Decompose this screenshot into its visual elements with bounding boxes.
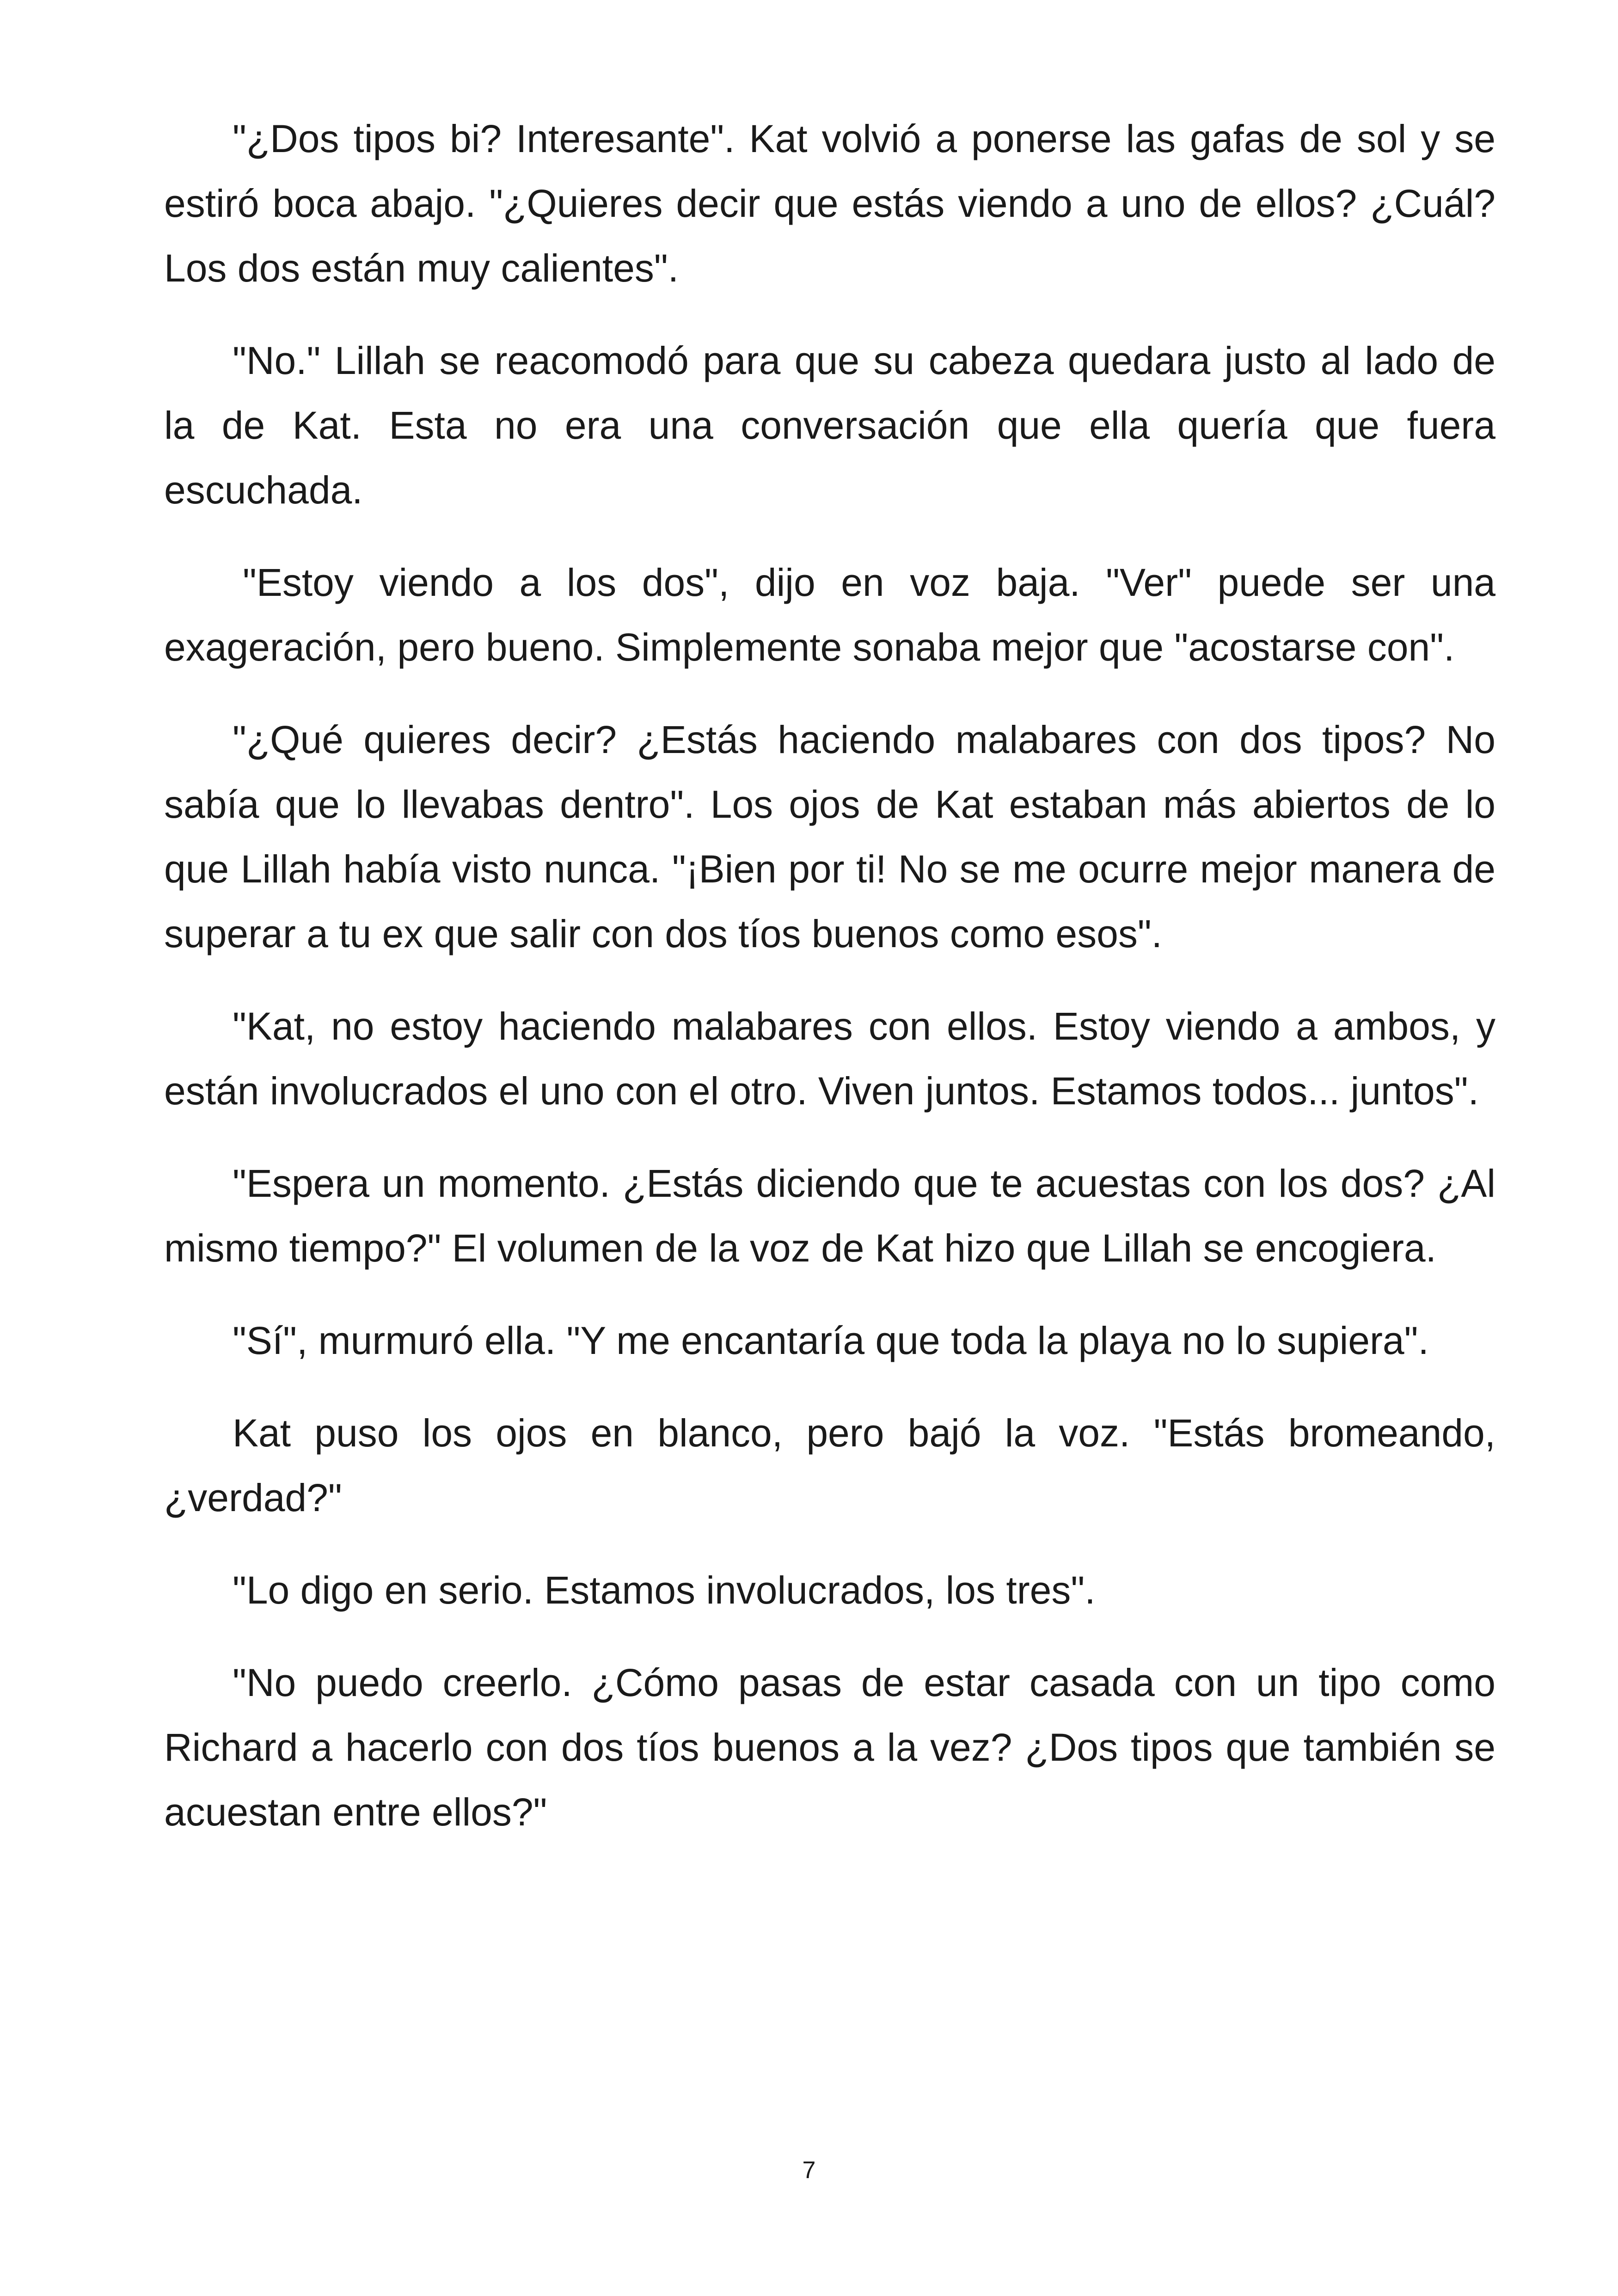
paragraph-1: "¿Dos tipos bi? Interesante". Kat volvió a ponerse las gafas de sol y se estiró boca abajo. "¿Quieres decir que estás viendo a uno de ellos? ¿Cuál? Los dos están muy calientes". — [164, 117, 1495, 290]
page-body — [164, 106, 1495, 1872]
paragraph-7: "Sí", murmuró ella. "Y me encantaría que toda la playa no lo supiera". — [233, 1319, 1429, 1362]
page-number: 7 — [802, 2157, 816, 2184]
paragraph-2: "No." Lillah se reacomodó para que su cabeza quedara justo al lado de la de Kat. Esta no era una conversación que ella quería que fuera escuchada. — [164, 339, 1495, 512]
paragraph-10: "No puedo creerlo. ¿Cómo pasas de estar casada con un tipo como Richard a hacerlo con dos tíos buenos a la vez? ¿Dos tipos que también se acuestan entre ellos?" — [164, 1661, 1495, 1834]
paragraph-8: Kat puso los ojos en blanco, pero bajó la voz. "Estás bromeando, ¿verdad?" — [164, 1411, 1495, 1519]
paragraph-6: "Espera un momento. ¿Estás diciendo que te acuestas con los dos? ¿Al mismo tiempo?" El volumen de la voz de Kat hizo que Lillah se encogiera. — [164, 1162, 1495, 1270]
paragraph-9: "Lo digo en serio. Estamos involucrados, los tres". — [233, 1568, 1096, 1612]
paragraph-4: "¿Qué quieres decir? ¿Estás haciendo malabares con dos tipos? No sabía que lo llevabas dentro". Los ojos de Kat estaban más abiertos de lo que Lillah había visto nunca. "¡Bien por ti! No se me ocurre mejor manera de superar a tu ex que salir con dos tíos buenos como esos". — [164, 718, 1495, 955]
paragraph-3: "Estoy viendo a los dos", dijo en voz baja. "Ver" puede ser una exageración, pero bueno. Simplemente sonaba mejor que "acostarse con". — [164, 561, 1495, 669]
paragraph-5: "Kat, no estoy haciendo malabares con ellos. Estoy viendo a ambos, y están involucrados el uno con el otro. Viven juntos. Estamos todos... juntos". — [164, 1004, 1495, 1113]
